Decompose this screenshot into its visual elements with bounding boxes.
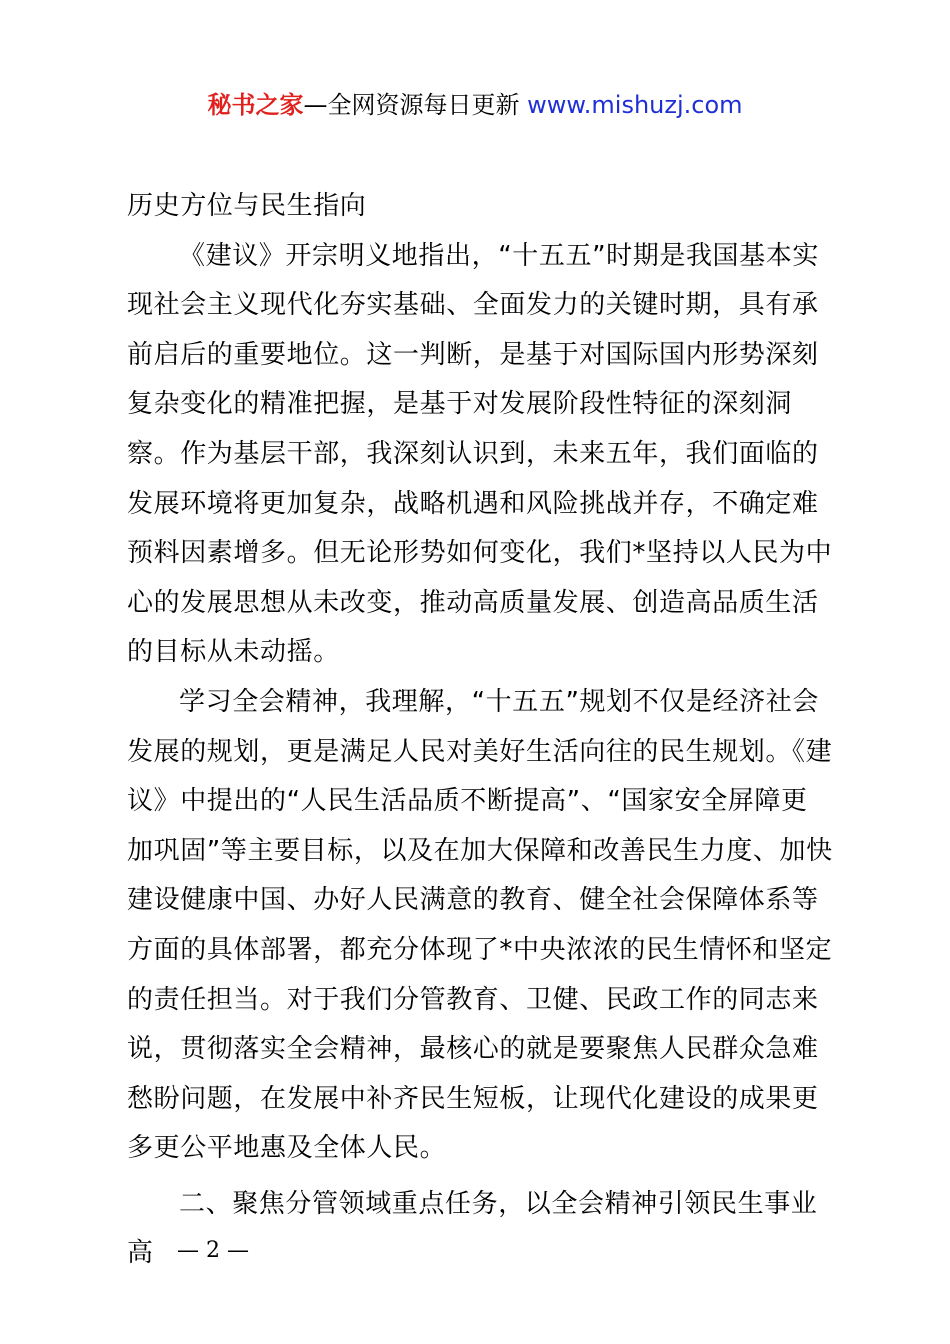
page-header	[0, 88, 950, 122]
paragraph: 《建议》开宗明义地指出，“十五五”时期是我国基本实现社会主义现代化夯实基础、全面发力的关键时期，具有承前启后的重要地位。这一判断，是基于对国际国内形势深刻复杂变化的精准把握，是基于对发展阶段性特征的深刻洞察。作为基层干部，我深刻认识到，未来五年，我们面临的发展环境将更加复杂，战略机遇和风险挑战并存，不确定难预料因素增多。但无论形势如何变化，我们*坚持以人民为中心的发展思想从未改变，推动高质量发展、创造高品质生活的目标从未动摇。	[127, 240, 833, 668]
document-body	[127, 182, 833, 1279]
site-url[interactable]: www.mishuzj.com	[527, 91, 743, 119]
section-title-continuation: 历史方位与民生指向	[127, 191, 367, 221]
page-number: — 2 —	[177, 1238, 249, 1263]
header-tagline: —全网资源每日更新	[303, 91, 528, 119]
paragraph: 学习全会精神，我理解，“十五五”规划不仅是经济社会发展的规划，更是满足人民对美好生活向往的民生规划。《建议》中提出的“人民生活品质不断提高”、“国家安全屏障更加巩固”等主要目标，以及在加大保障和改善民生力度、加快建设健康中国、办好人民满意的教育、健全社会保障体系等方面的具体部署，都充分体现了*中央浓浓的民生情怀和坚定的责任担当。对于我们分管教育、卫健、民政工作的同志来说，贯彻落实全会精神，最核心的就是要聚焦人民群众急难愁盼问题，在发展中补齐民生短板，让现代化建设的成果更多更公平地惠及全体人民。	[127, 686, 833, 1164]
section-heading: 二、聚焦分管领域重点任务，以全会精神引领民生事业高	[127, 1188, 818, 1269]
brand-name: 秘书之家	[207, 91, 304, 119]
